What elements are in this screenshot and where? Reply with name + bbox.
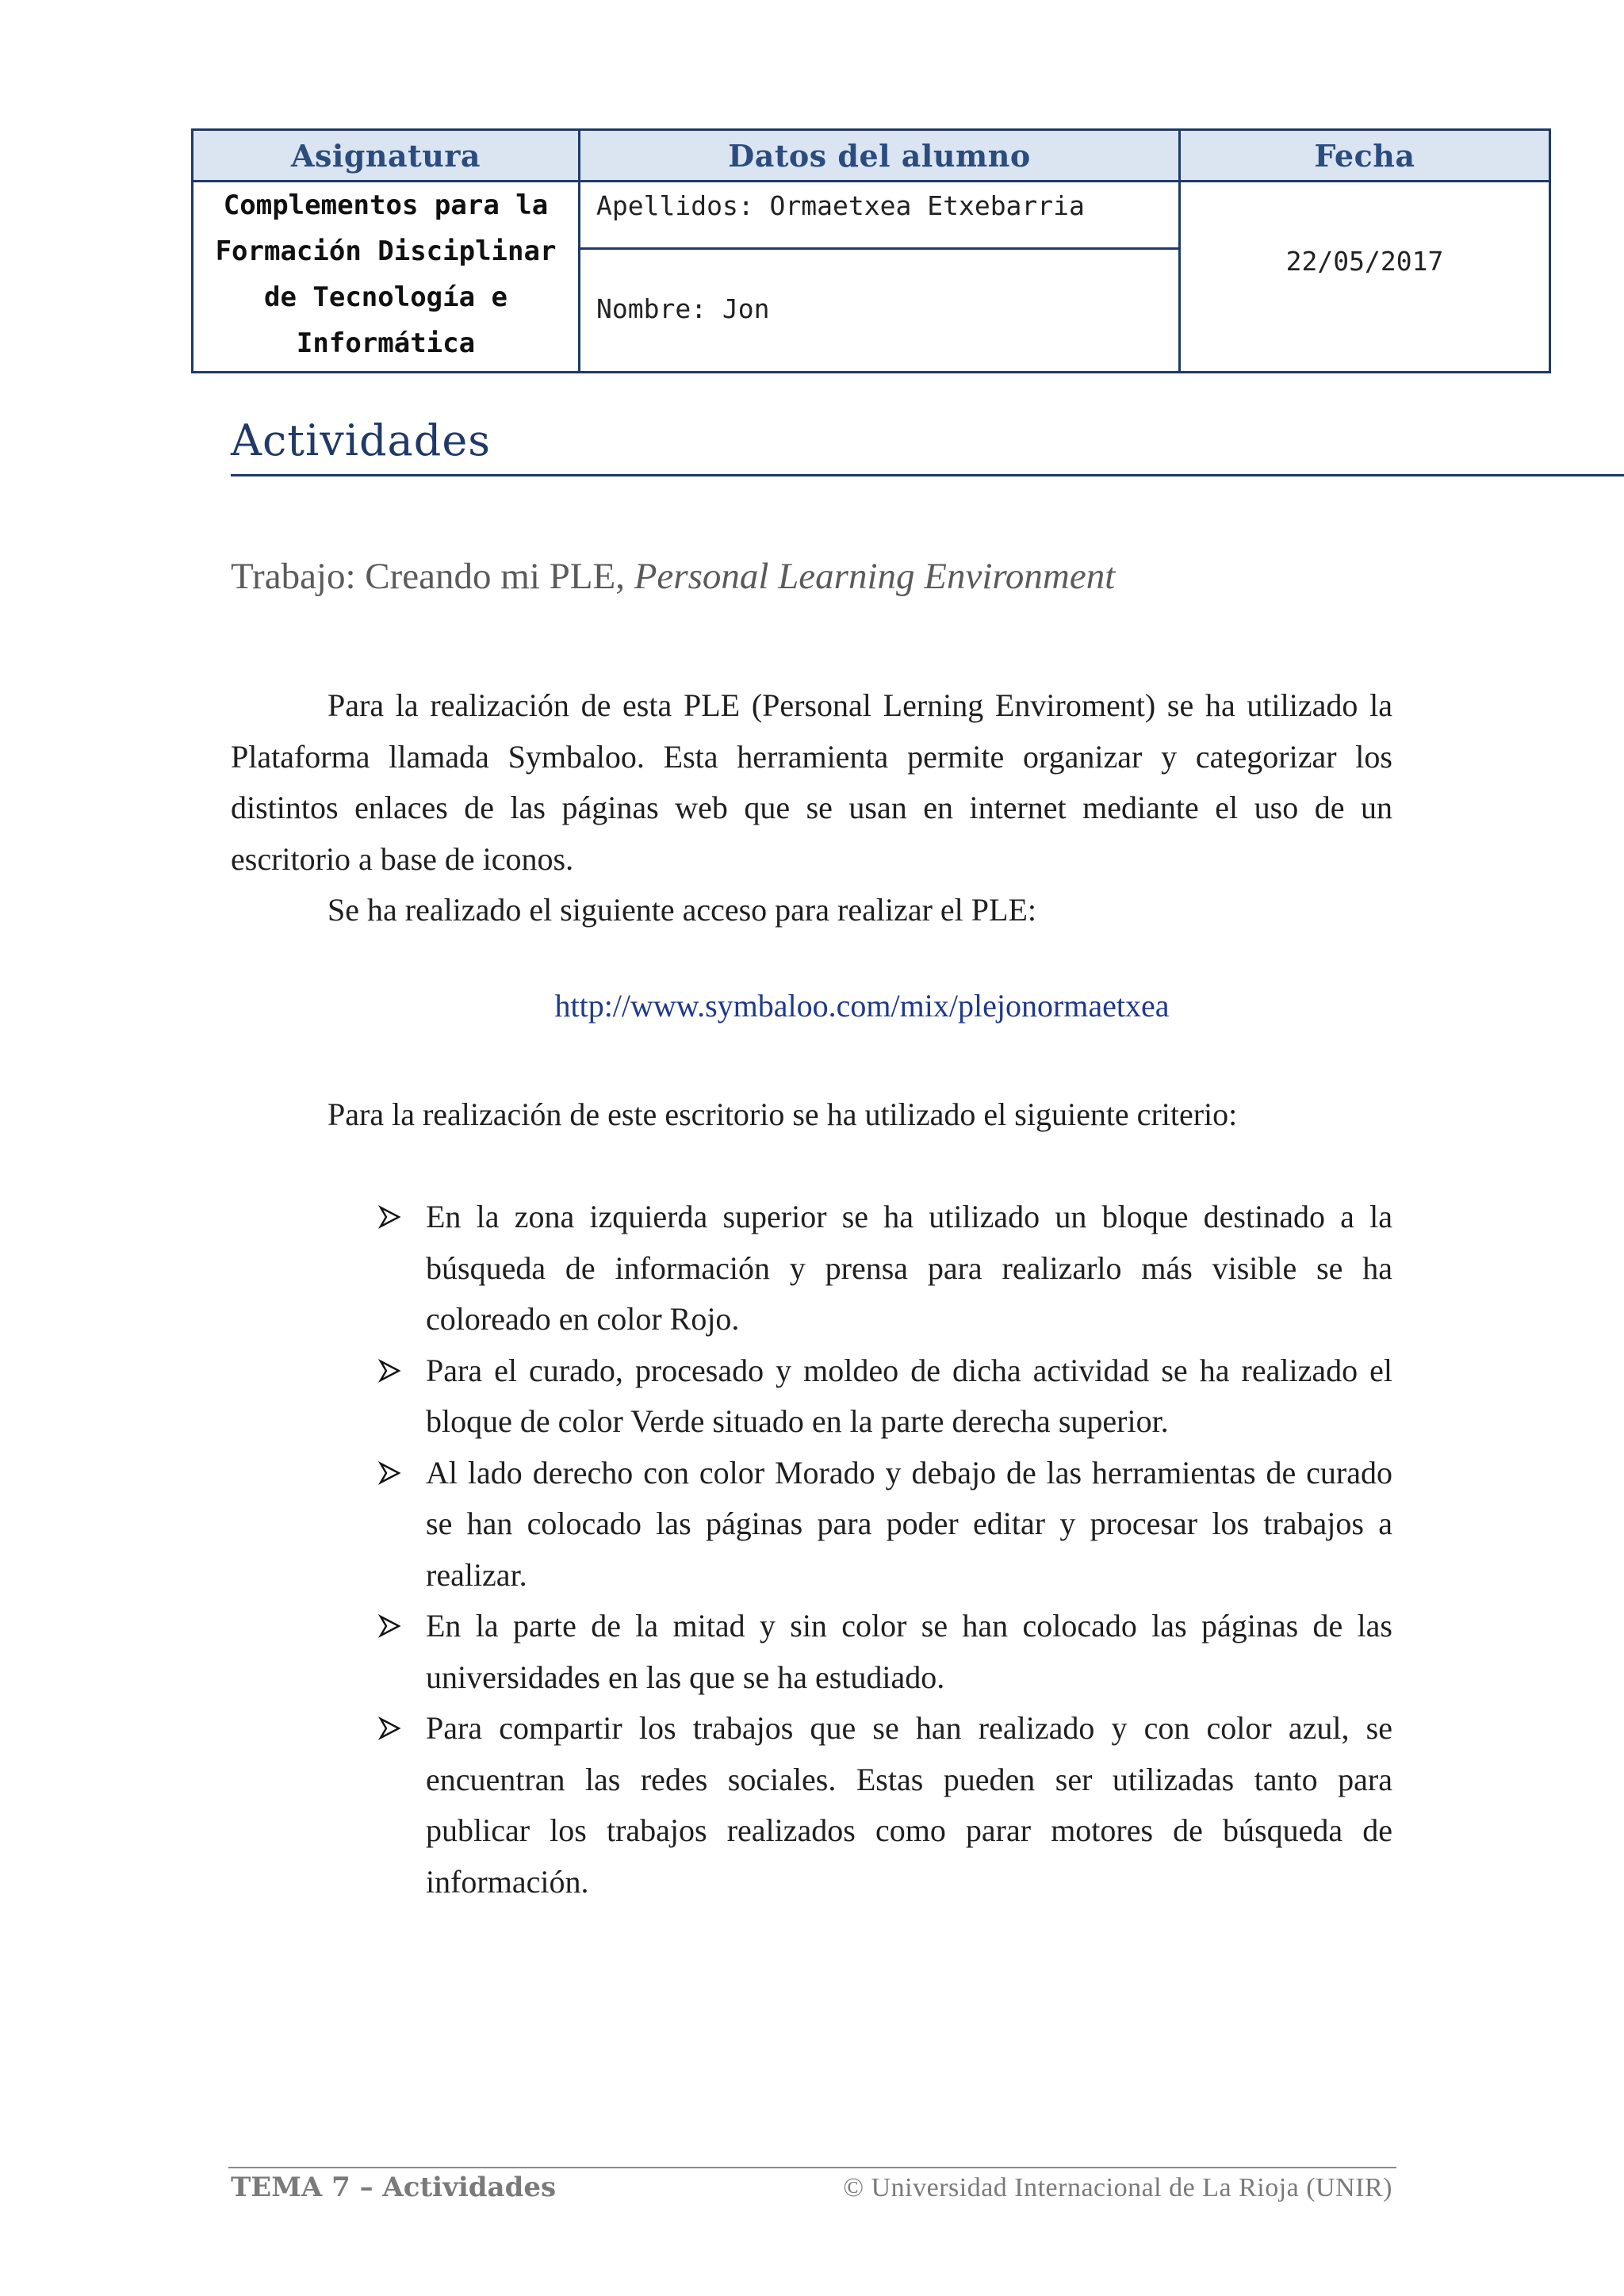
subject-line: Informática [296,327,476,359]
paragraph-criteria: Para la realización de este escritorio se ha utilizado el siguiente criterio: [327,1096,1238,1132]
section-divider [231,474,1624,476]
header-table [191,128,1551,373]
header-student-label: Datos del alumno [580,130,1180,182]
footer-copyright: © Universidad Internacional de La Rioja (UNIR) [843,2173,1392,2202]
footer-divider [228,2167,1396,2168]
arrowhead-bullet-icon [377,1703,409,1754]
subject-line: Complementos para la [223,189,549,221]
section-title: Actividades [231,415,491,465]
arrowhead-bullet-icon [377,1345,409,1396]
subject-line: de Tecnología e [263,281,508,313]
section-subtitle [231,555,1115,598]
header-date-label: Fecha [1180,130,1550,182]
student-surname: Apellidos: Ormaetxea Etxebarria [580,182,1178,250]
list-item [377,1345,1392,1448]
subtitle-plain: Trabajo: Creando mi PLE, [231,556,634,597]
list-item-text: En la parte de la mitad y sin color se han colocado las páginas de las universidades en las que se ha estudiado. [426,1608,1392,1695]
paragraph-access: Se ha realizado el siguiente acceso para realizar el PLE: [327,892,1036,928]
symbaloo-link[interactable]: http://www.symbaloo.com/mix/plejonormaetxea [554,988,1170,1024]
list-item [377,1192,1392,1345]
subtitle-italic: Personal Learning Environment [634,556,1116,597]
paragraph-intro: Para la realización de esta PLE (Personal Lerning Enviroment) se ha utilizado la Plataforma llamada Symbaloo. Esta herramienta permite organizar y categorizar los distintos enlaces de las páginas web que se usan en internet mediante el uso de un escritorio a base de iconos. [231,687,1392,877]
student-name: Nombre: Jon [596,293,770,324]
header-values-row [193,182,1550,373]
header-subject-label: Asignatura [193,130,580,182]
footer-topic: TEMA 7 – Actividades [231,2172,557,2203]
criteria-list [377,1192,1392,1908]
arrowhead-bullet-icon [377,1192,409,1242]
list-item-text: Al lado derecho con color Morado y debajo de las herramientas de curado se han colocado las páginas para poder editar y procesar los trabajos a realizar. [426,1454,1392,1593]
list-item-text: Para el curado, procesado y moldeo de dicha actividad se ha realizado el bloque de color Verde situado en la parte derecha superior. [426,1352,1392,1439]
list-item [377,1703,1392,1908]
arrowhead-bullet-icon [377,1448,409,1498]
subject-cell [193,182,580,373]
arrowhead-bullet-icon [377,1601,409,1651]
subject-line: Formación Disciplinar [215,235,557,267]
list-item [377,1601,1392,1703]
student-cell [580,182,1180,373]
list-item [377,1448,1392,1601]
date-value: 22/05/2017 [1180,182,1550,373]
header-row [193,130,1550,182]
list-item-text: En la zona izquierda superior se ha utilizado un bloque destinado a la búsqueda de información y prensa para realizarlo más visible se ha coloreado en color Rojo. [426,1199,1392,1337]
list-item-text: Para compartir los trabajos que se han realizado y con color azul, se encuentran las redes sociales. Estas pueden ser utilizadas tanto para publicar los trabajos realizados como parar motores de búsqueda de información. [426,1710,1392,1900]
